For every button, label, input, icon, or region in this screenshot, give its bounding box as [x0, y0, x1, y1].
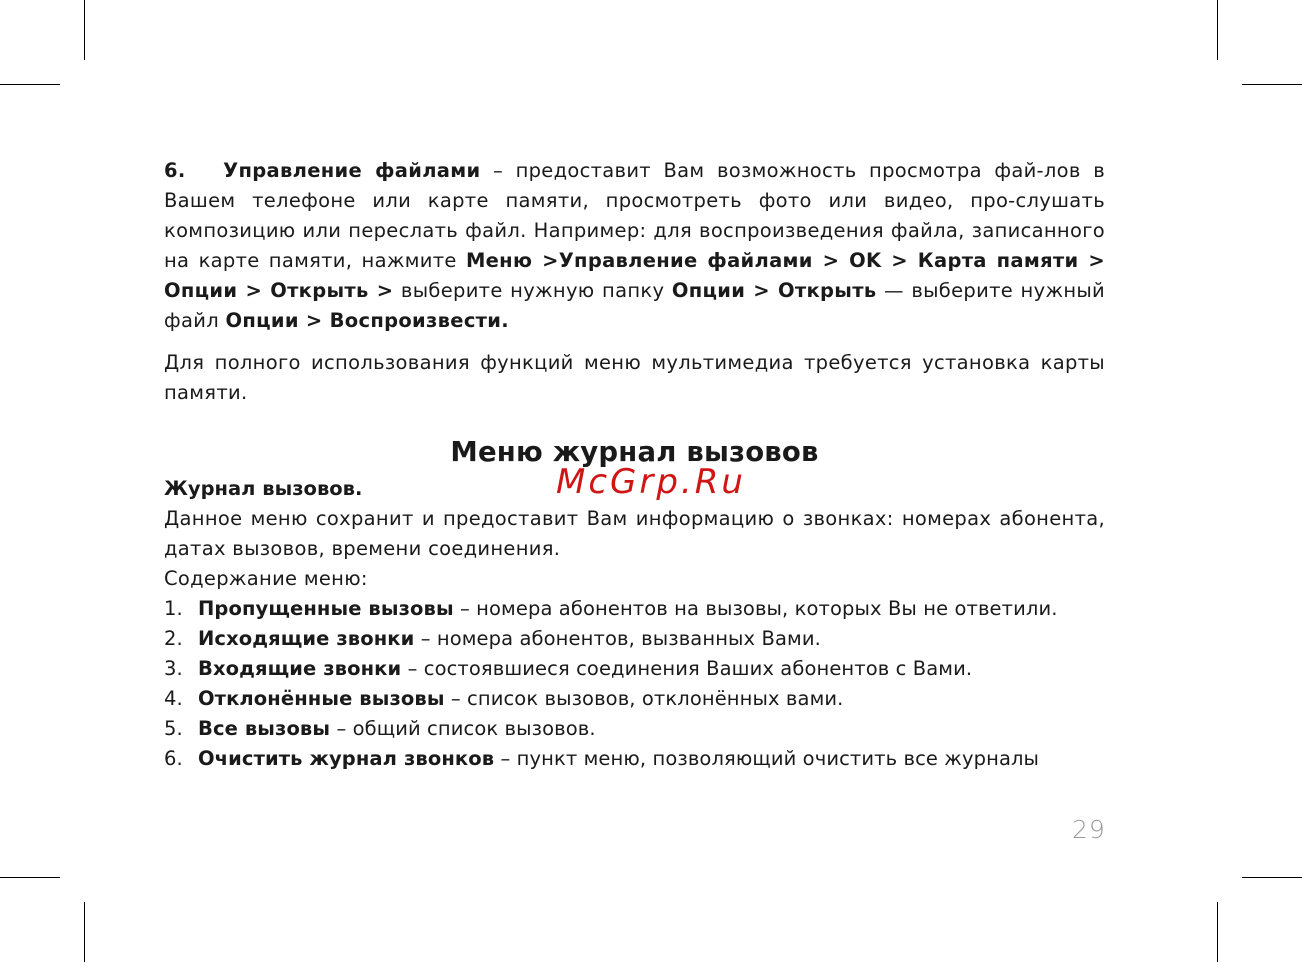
item-number: 2. — [164, 627, 183, 650]
item-title: Исходящие звонки — [198, 627, 415, 650]
item-text: – список вызовов, отклонённых вами. — [450, 687, 844, 710]
menu-path-1: Меню >Управление файлами > OK > Карта памяти > Опции > Открыть > — [164, 249, 1105, 302]
crop-mark — [84, 0, 85, 60]
item-text: – пункт меню, позволяющий очистить все журналы — [500, 747, 1040, 770]
section-dash: – — [492, 159, 504, 182]
call-log-description: Данное меню сохранит и предоставит Вам информацию о звонках: номерах абонента, датах вызовов, времени соединения. — [164, 507, 1105, 560]
menu-path-2: Опции > Открыть — [671, 279, 877, 302]
menu-path-3: Опции > Воспроизвести. — [225, 309, 509, 332]
memory-card-note: Для полного использования функций меню мультимедиа требуется установка карты памяти. — [164, 351, 1105, 404]
item-number: 4. — [164, 687, 183, 710]
item-title: Отклонённые вызовы — [198, 687, 445, 710]
list-item — [164, 714, 1105, 744]
section-number: 6. — [164, 159, 186, 182]
crop-mark — [84, 902, 85, 962]
crop-mark — [1217, 902, 1218, 962]
contents-label: Содержание меню: — [164, 567, 368, 590]
crop-mark — [0, 877, 60, 878]
item-text: – номера абонентов на вызовы, которых Вы не ответили. — [460, 597, 1058, 620]
section-text: предоставит Вам возможность просмотра фай-лов в Вашем телефоне или карте памяти, просмотреть фото или видео, про-слушать композицию или переслать файл. Например: для воспроизведения файла, записанного на карте памяти, нажмите — [164, 159, 1105, 272]
item-title: Пропущенные вызовы — [198, 597, 454, 620]
section-title: Управление файлами — [223, 159, 481, 182]
item-number: 6. — [164, 747, 183, 770]
path-text-3: — выберите нужный файл — [164, 279, 1106, 332]
path-text-2: выберите нужную папку — [400, 279, 665, 302]
item-title: Все вызовы — [198, 717, 331, 740]
file-management-paragraph — [164, 156, 1105, 336]
item-number: 5. — [164, 717, 183, 740]
item-title: Очистить журнал звонков — [198, 747, 495, 770]
item-title: Входящие звонки — [198, 657, 402, 680]
list-item — [164, 684, 1105, 714]
item-text: – состоявшиеся соединения Ваших абонентов с Вами. — [407, 657, 973, 680]
watermark: McGrp.Ru — [556, 462, 746, 502]
crop-mark — [1242, 877, 1302, 878]
crop-mark — [1217, 0, 1218, 60]
list-item — [164, 594, 1105, 624]
page-number: 29 — [1072, 815, 1106, 844]
item-text: – номера абонентов, вызванных Вами. — [420, 627, 821, 650]
item-number: 1. — [164, 597, 183, 620]
list-item — [164, 654, 1105, 684]
menu-contents-list — [164, 594, 1105, 774]
list-item — [164, 624, 1105, 654]
item-number: 3. — [164, 657, 183, 680]
crop-mark — [1242, 84, 1302, 85]
page-title: Меню журнал вызовов — [450, 436, 819, 468]
call-log-subheading: Журнал вызовов. — [164, 477, 363, 500]
list-item — [164, 744, 1105, 774]
crop-mark — [0, 84, 60, 85]
item-text: – общий список вызовов. — [336, 717, 596, 740]
